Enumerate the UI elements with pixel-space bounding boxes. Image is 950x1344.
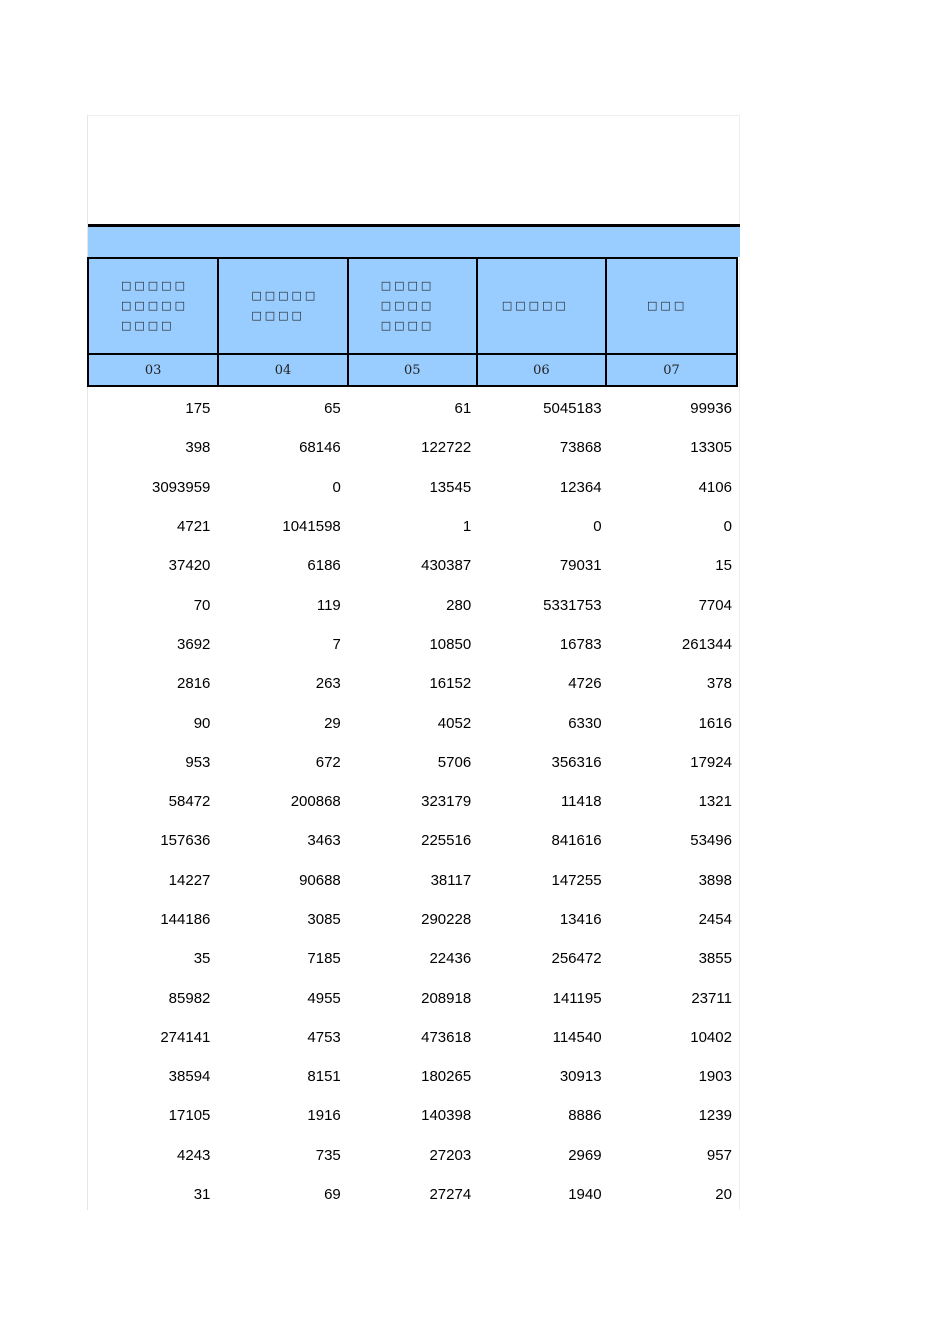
table-cell: 7185: [307, 950, 341, 968]
table-cell: 473618: [421, 1028, 472, 1046]
table-cell: 208918: [421, 989, 472, 1007]
table-row: [88, 468, 740, 507]
column-header-05: [348, 258, 477, 354]
header-band: [88, 227, 740, 257]
table-cell: 20: [715, 1186, 732, 1204]
table-cell: 7: [332, 635, 341, 653]
table-cell: 1321: [698, 793, 732, 811]
table-cell: 65: [324, 400, 341, 418]
table-cell: 5045183: [543, 400, 602, 418]
table-cell: 90688: [299, 871, 341, 889]
table-cell: 37420: [168, 557, 211, 575]
table-cell: 13305: [690, 439, 732, 457]
table-cell: 17924: [690, 753, 732, 771]
table-row: [88, 1018, 740, 1057]
table-row: [88, 1175, 740, 1214]
table-cell: 4721: [177, 518, 211, 536]
table-cell: 3855: [698, 950, 732, 968]
table-cell: 23711: [691, 989, 732, 1007]
table-cell: 1616: [698, 714, 732, 732]
table-cell: 29: [324, 714, 341, 732]
table-cell: 2454: [698, 911, 732, 928]
table-cell: 3093959: [151, 478, 211, 496]
table-cell: 3898: [698, 871, 732, 889]
column-code: 07: [606, 354, 737, 386]
table-cell: 290228: [421, 911, 472, 928]
table-cell: 323179: [421, 793, 472, 811]
table-cell: 1903: [698, 1068, 732, 1086]
column-header-07: [606, 258, 737, 354]
column-header-label: □□□□□: [501, 299, 569, 312]
table-cell: 27203: [429, 1146, 472, 1164]
table-cell: 31: [193, 1186, 211, 1204]
table-cell: 1239: [698, 1107, 732, 1125]
table-row: [88, 1136, 740, 1175]
table-cell: 14227: [168, 871, 211, 889]
table-cell: 16783: [559, 635, 602, 653]
table-cell: 4106: [698, 478, 732, 496]
column-header-03: [88, 258, 218, 354]
table-cell: 1041598: [282, 518, 341, 536]
table-cell: 1940: [568, 1186, 602, 1204]
table-cell: 378: [706, 675, 732, 693]
title-area: [88, 116, 739, 224]
column-header-06: [477, 258, 606, 354]
table-cell: 140398: [421, 1107, 472, 1125]
table-cell: 35: [193, 950, 211, 968]
header-table: [87, 257, 738, 387]
column-header-label: □□□□ □□□□ □□□□: [380, 279, 435, 332]
table-row: [88, 585, 740, 624]
table-cell: 8886: [568, 1107, 602, 1125]
table-cell: 957: [706, 1146, 732, 1164]
table-cell: 73868: [559, 439, 602, 457]
column-header-label: □□□□□ □□□□: [251, 289, 319, 322]
table-row: [88, 703, 740, 742]
header-code-row: [88, 354, 737, 386]
table-cell: 144186: [160, 911, 211, 928]
table-cell: 5706: [437, 753, 472, 771]
table-cell: 147255: [551, 871, 602, 889]
table-cell: 2969: [568, 1146, 602, 1164]
table-row: [88, 507, 740, 546]
table-row: [88, 782, 740, 821]
table-cell: 61: [454, 400, 472, 418]
table-cell: 6186: [307, 557, 341, 575]
table-cell: 0: [723, 518, 732, 536]
table-cell: 157636: [160, 832, 211, 850]
table-cell: 79031: [559, 557, 602, 575]
table-cell: 735: [315, 1146, 341, 1164]
table-cell: 4243: [177, 1146, 211, 1164]
table-cell: 10850: [429, 635, 472, 653]
table-cell: 6330: [568, 714, 602, 732]
table-cell: 10402: [690, 1028, 732, 1046]
table-cell: 141195: [552, 989, 602, 1007]
table-row: [88, 546, 740, 585]
table-row: [88, 821, 740, 860]
table-row: [88, 1057, 740, 1096]
table-cell: 180265: [421, 1068, 472, 1086]
table-cell: 2816: [177, 675, 211, 693]
table-row: [88, 664, 740, 703]
table-row: [88, 978, 740, 1017]
table-cell: 3085: [307, 911, 341, 928]
table-cell: 280: [446, 596, 472, 614]
table-cell: 0: [593, 518, 602, 536]
table-row: [88, 389, 740, 428]
table-cell: 11418: [560, 793, 602, 811]
table-cell: 90: [193, 714, 211, 732]
table-cell: 430387: [421, 557, 472, 575]
table-cell: 13545: [429, 478, 472, 496]
table-cell: 4726: [568, 675, 602, 693]
table-cell: 261344: [681, 635, 732, 653]
table-cell: 3463: [307, 832, 341, 850]
table-cell: 16152: [429, 675, 472, 693]
table-cell: 69: [324, 1186, 341, 1204]
column-code: 06: [477, 354, 606, 386]
table-row: [88, 900, 740, 939]
table-cell: 70: [193, 596, 211, 614]
spreadsheet: [87, 115, 740, 1210]
table-row: [88, 939, 740, 978]
table-cell: 13416: [559, 911, 602, 928]
table-cell: 114540: [552, 1028, 602, 1046]
table-cell: 27274: [429, 1186, 472, 1204]
table-cell: 953: [185, 753, 211, 771]
table-cell: 99936: [690, 400, 732, 418]
table-cell: 58472: [168, 793, 211, 811]
column-header-04: [218, 258, 347, 354]
column-code: 03: [88, 354, 218, 386]
table-cell: 841616: [551, 832, 602, 850]
table-cell: 263: [315, 675, 341, 693]
table-cell: 85982: [168, 989, 211, 1007]
table-cell: 4052: [437, 714, 472, 732]
table-cell: 1916: [307, 1107, 341, 1125]
table-cell: 5331753: [543, 596, 602, 614]
table-cell: 0: [332, 478, 341, 496]
table-cell: 8151: [307, 1068, 341, 1086]
table-row: [88, 1096, 740, 1135]
table-cell: 1: [462, 518, 472, 536]
column-header-label: □□□: [647, 299, 688, 312]
table-body: [88, 389, 740, 1214]
table-cell: 53496: [690, 832, 732, 850]
table-cell: 38594: [168, 1068, 211, 1086]
table-cell: 12364: [559, 478, 602, 496]
table-cell: 30913: [559, 1068, 602, 1086]
column-code: 05: [348, 354, 477, 386]
table-cell: 119: [316, 596, 341, 614]
table-cell: 4753: [307, 1028, 341, 1046]
column-code: 04: [218, 354, 347, 386]
table-cell: 38117: [430, 871, 472, 889]
table-cell: 200868: [290, 793, 341, 811]
table-cell: 225516: [421, 832, 472, 850]
column-header-label: □□□□□ □□□□□ □□□□: [121, 279, 188, 332]
table-row: [88, 428, 740, 467]
header-label-row: [88, 258, 737, 354]
table-cell: 68146: [299, 439, 341, 457]
table-cell: 4955: [307, 989, 341, 1007]
table-cell: 274141: [160, 1028, 211, 1046]
table-row: [88, 861, 740, 900]
table-cell: 398: [185, 439, 211, 457]
table-cell: 22436: [429, 950, 472, 968]
table-cell: 672: [315, 753, 341, 771]
table-row: [88, 743, 740, 782]
table-cell: 7704: [698, 596, 732, 614]
table-cell: 15: [715, 557, 732, 575]
table-cell: 356316: [551, 753, 602, 771]
table-cell: 17105: [168, 1107, 211, 1125]
table-cell: 175: [185, 400, 211, 418]
table-row: [88, 625, 740, 664]
table-cell: 122722: [421, 439, 472, 457]
table-cell: 3692: [177, 635, 211, 653]
table-cell: 256472: [551, 950, 602, 968]
